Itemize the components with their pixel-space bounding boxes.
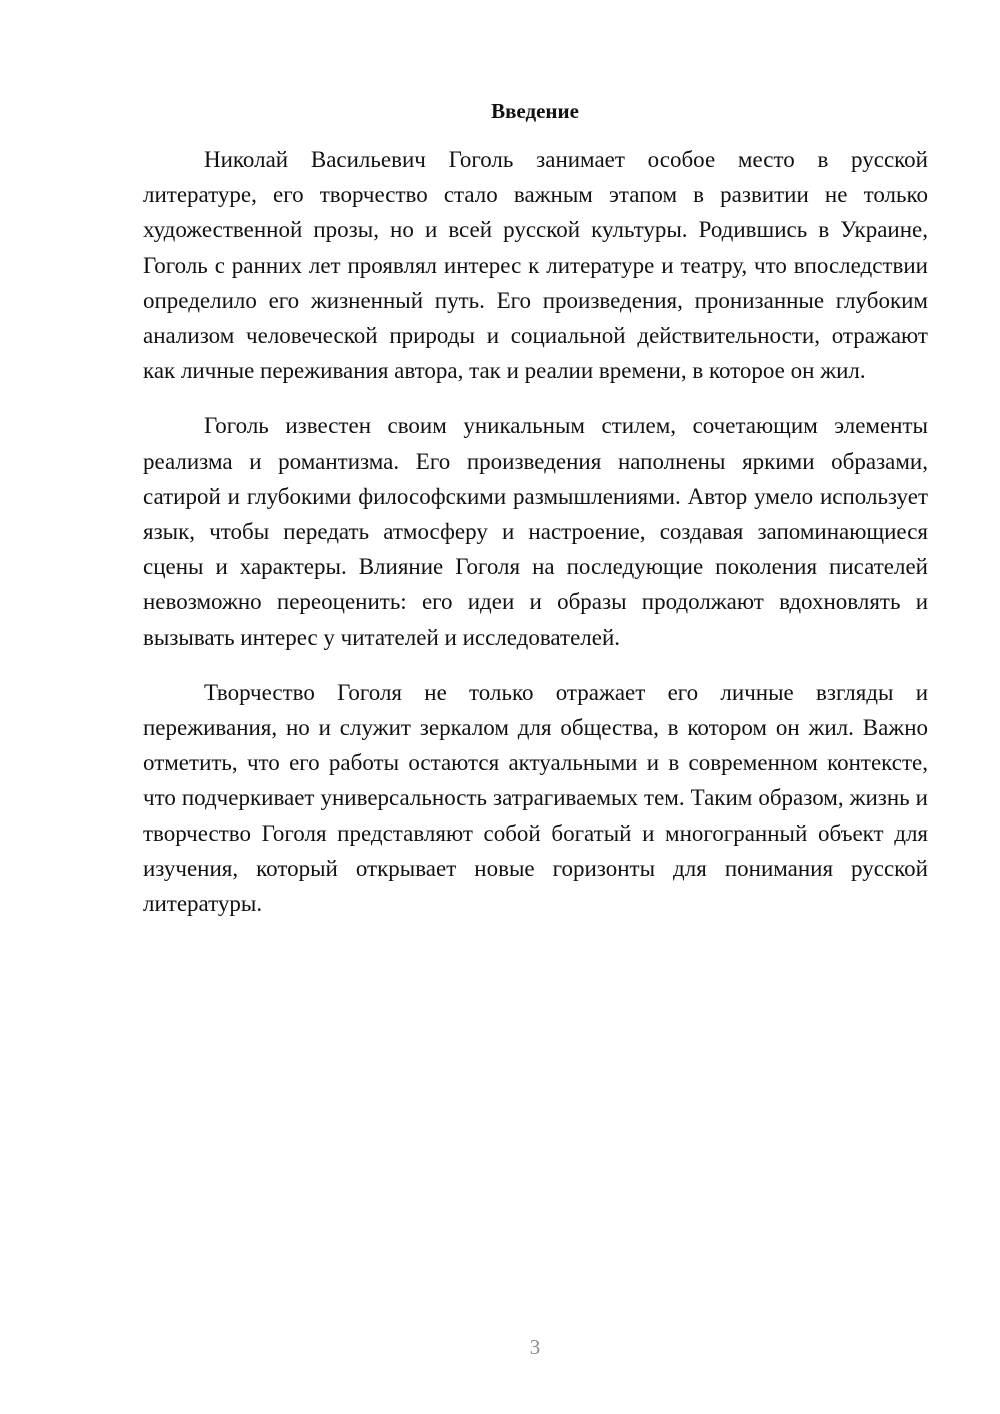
paragraph-1: Николай Васильевич Гоголь занимает особое место в русской литературе, его творчество стало важным этапом в развитии не только художественной прозы, но и всей русской культуры. Родившись в Украине, Гоголь с ранних лет проявлял интерес к литературе и театру, что впоследствии определило его жизненный путь. Его произведения, пронизанные глубоким анализом человеческой природы и социальной действительности, отражают как личные переживания автора, так и реалии времени, в которое он жил. bbox=[143, 147, 928, 384]
paragraph-3: Творчество Гоголя не только отражает его личные взгляды и переживания, но и служит зеркалом для общества, в котором он жил. Важно отметить, что его работы остаются актуальными и в современном контексте, что подчеркивает универсальность затрагиваемых тем. Таким образом, жизнь и творчество Гоголя представляют собой богатый и многогранный объект для изучения, который открывает новые горизонты для понимания русской литературы. bbox=[143, 679, 928, 917]
page-number: 3 bbox=[529, 1335, 541, 1359]
paragraph-2: Гоголь известен своим уникальным стилем, сочетающим элементы реализма и романтизма. Его произведения наполнены яркими образами, сатирой и глубокими философскими размышлениями. Автор умело использует язык, чтобы передать атмосферу и настроение, создавая запоминающиеся сцены и характеры. Влияние Гоголя на последующие поколения писателей невозможно переоценить: его идеи и образы продолжают вдохновлять и вызывать интерес у читателей и исследователей. bbox=[143, 413, 928, 650]
section-heading: Введение bbox=[491, 99, 579, 123]
body-text bbox=[143, 142, 928, 941]
